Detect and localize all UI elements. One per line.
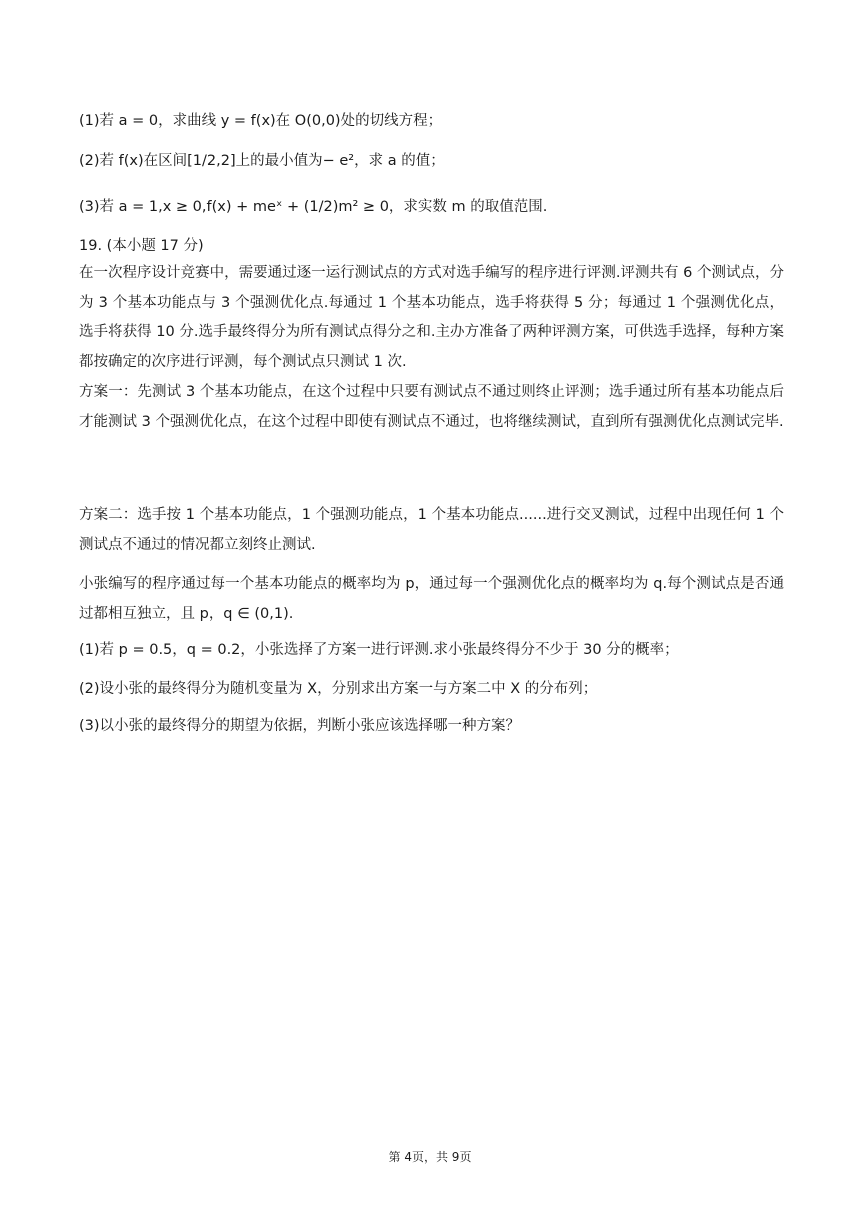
scheme-one-description: 方案一：先测试 3 个基本功能点，在这个过程中只要有测试点不通过则终止评测；选手通过所有基本功能点后才能测试 3 个强测优化点，在这个过程中即使有测试点不通过，也将继续测试，直到所有强测优化点测试完毕.	[79, 384, 784, 430]
question-19-intro: 在一次程序设计竞赛中，需要通过逐一运行测试点的方式对选手编写的程序进行评测.评测共有 6 个测试点，分为 3 个基本功能点与 3 个强测优化点.每通过 1 个基本功能点，选手将获得 5 分；每通过 1 个强测优化点，选手将获得 10 分.选手最终得分为所有测试点得分之和.主办方准备了两种评测方案，可供选手选择，每种方案都按确定的次序进行评测，每个测试点只测试 1 次.	[79, 265, 784, 370]
question-18-part-3: (3)若 a = 1,x ≥ 0,f(x) + meˣ + (1/2)m² ≥ 0，求实数 m 的取值范围.	[79, 199, 548, 215]
question-19-part-2: (2)设小张的最终得分为随机变量为 X，分别求出方案一与方案二中 X 的分布列；	[79, 681, 598, 697]
probability-setup: 小张编写的程序通过每一个基本功能点的概率均为 p，通过每一个强测优化点的概率均为 q.每个测试点是否通过都相互独立，且 p，q ∈ (0,1).	[79, 576, 784, 622]
page-number: 第 4页，共 9页	[388, 1150, 472, 1164]
question-18-part-2: (2)若 f(x)在区间[1/2,2]上的最小值为− e²，求 a 的值；	[79, 153, 445, 169]
question-19-part-3: (3)以小张的最终得分的期望为依据，判断小张应该选择哪一种方案？	[79, 718, 521, 734]
question-19-part-1: (1)若 p = 0.5，q = 0.2，小张选择了方案一进行评测.求小张最终得分不少于 30 分的概率；	[79, 642, 679, 658]
question-18-part-1: (1)若 a = 0，求曲线 y = f(x)在 O(0,0)处的切线方程；	[79, 113, 443, 129]
scheme-two-description: 方案二：选手按 1 个基本功能点，1 个强测功能点，1 个基本功能点......进行交叉测试，过程中出现任何 1 个测试点不通过的情况都立刻终止测试.	[79, 507, 784, 553]
question-19-heading: 19. (本小题 17 分)	[79, 238, 204, 254]
